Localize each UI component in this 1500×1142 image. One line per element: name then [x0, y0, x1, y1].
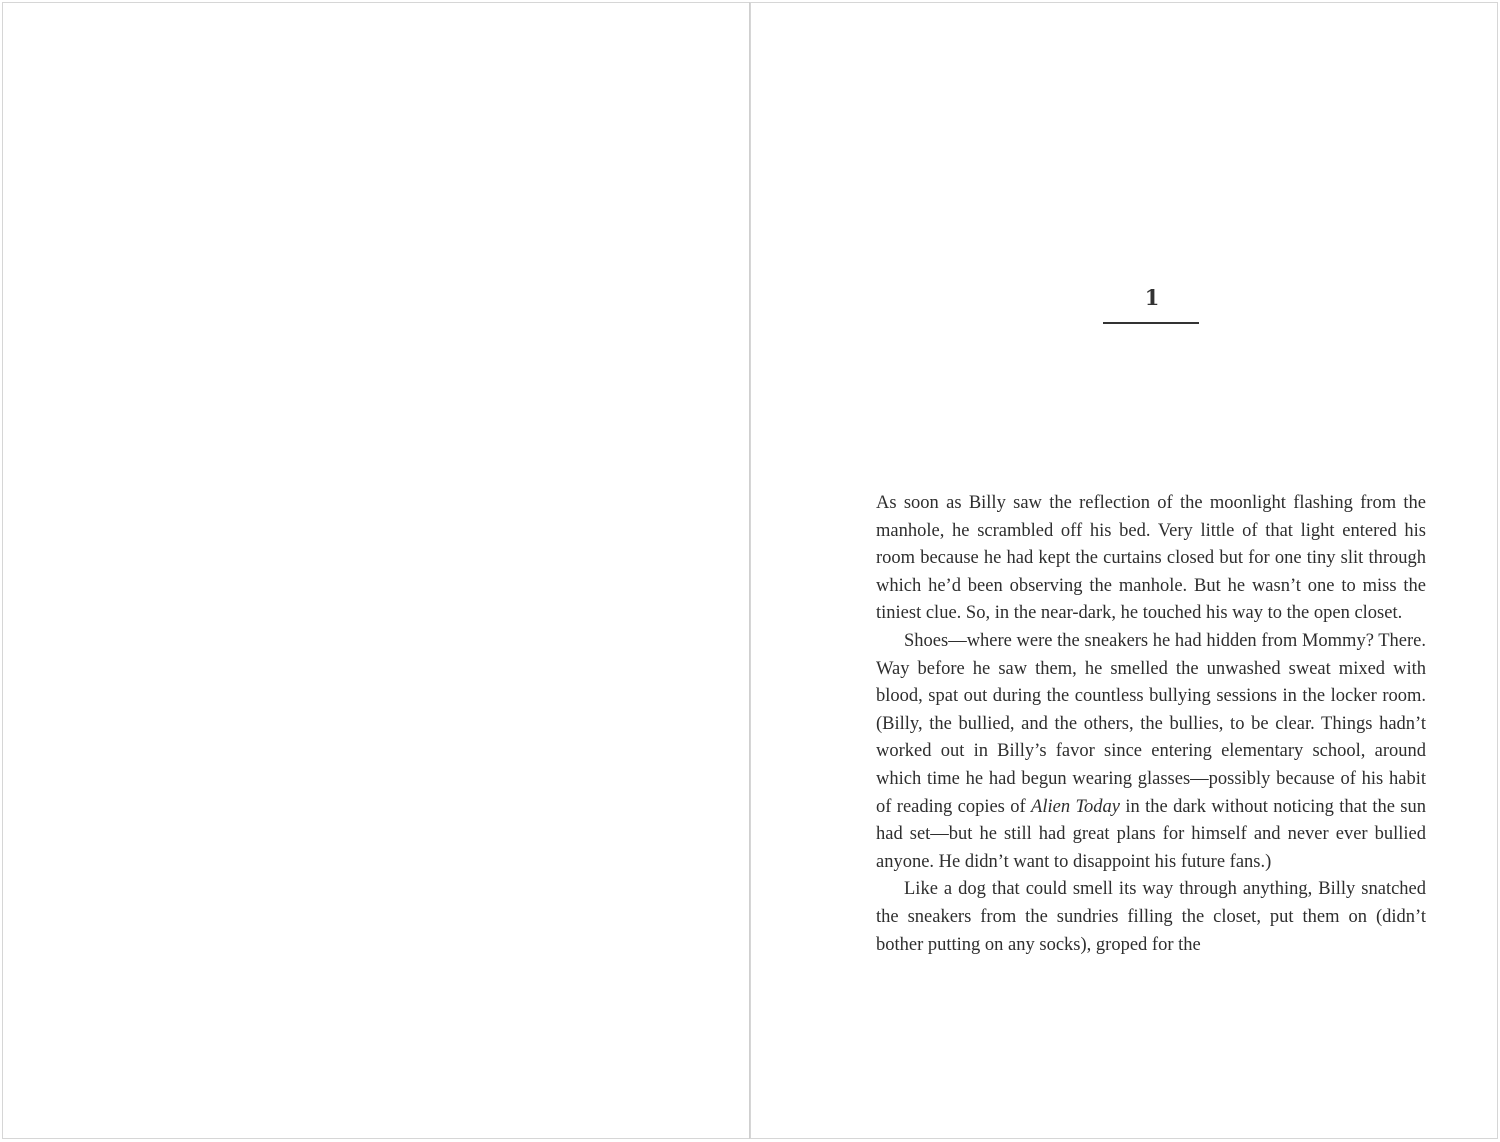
- paragraph-2: [876, 628, 1426, 876]
- left-page: [2, 2, 750, 1139]
- magazine-title-italic: Alien Today: [1031, 796, 1120, 817]
- chapter-rule: [1103, 322, 1199, 324]
- paragraph-1: As soon as Billy saw the reflection of the moonlight flashing from the manhole, he scrambled off his bed. Very little of that light entered his room because he had kept the curtains closed but for one tiny slit through which he’d been observing the manhole. But he wasn’t one to miss the tiniest clue. So, in the near-dark, he touched his way to the open closet.: [876, 493, 1426, 624]
- chapter-body-text: [876, 490, 1426, 959]
- chapter-number: 1: [1144, 285, 1160, 310]
- paragraph-3: Like a dog that could smell its way through anything, Billy snatched the sneakers from the sundries filling the closet, put them on (didn’t bother putting on any socks), groped for the: [876, 879, 1426, 955]
- paragraph-2-text-after-italic: in the dark without noticing that the sun had set—but he still had great plans for himself and never ever bullied anyone. He didn’t want to disappoint his future fans.): [876, 796, 1426, 872]
- paragraph-2-text-before-italic: Shoes—where were the sneakers he had hidden from Mommy? There. Way before he saw them, he smelled the unwashed sweat mixed with blood, spat out during the countless bullying sessions in the locker room. (Billy, the bullied, and the others, the bullies, to be clear. Things hadn’t worked out in Billy’s favor since entering elementary school, around which time he had begun wearing glasses—possibly because of his habit of reading copies of: [876, 630, 1426, 817]
- right-page: [750, 2, 1498, 1139]
